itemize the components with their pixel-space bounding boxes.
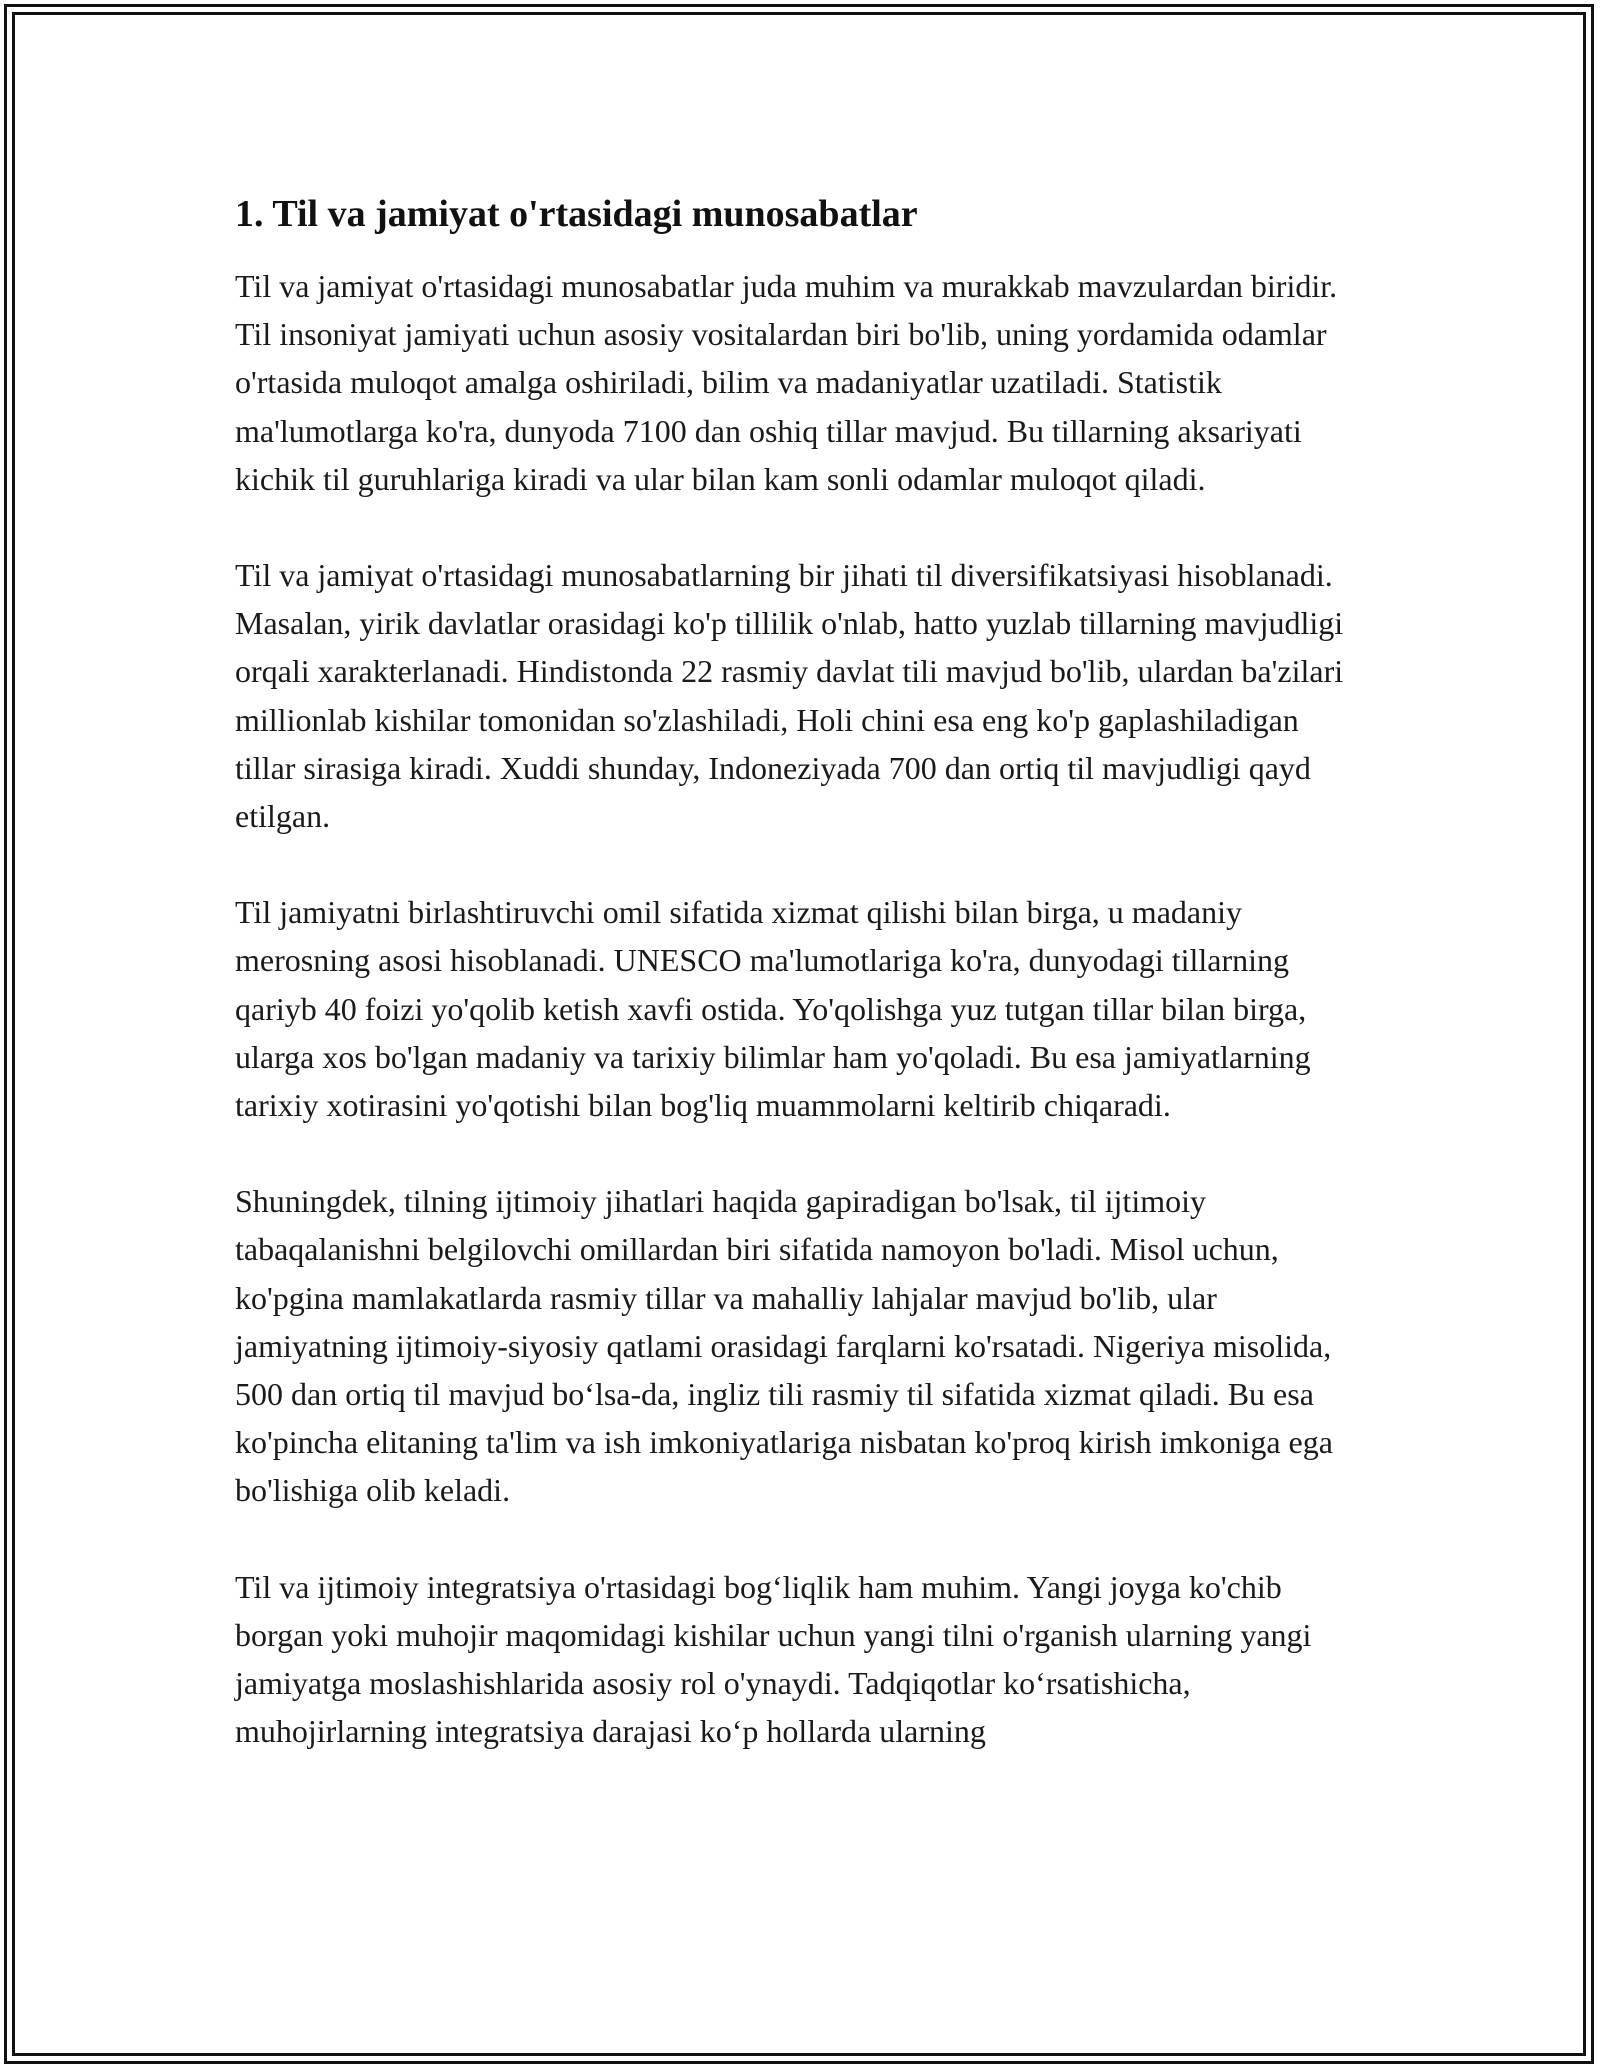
paragraph-4: Shuningdek, tilning ijtimoiy jihatlari haqida gapiradigan bo'lsak, til ijtimoiy tabaqalanishni belgilovchi omillardan biri sifatida namoyon bo'ladi. Misol uchun, ko'pgina mamlakatlarda rasmiy tillar va mahalliy lahjalar mavjud bo'lib, ular jamiyatning ijtimoiy-siyosiy qatlami orasidagi farqlarni ko'rsatadi. Nigeriya misolida, 500 dan ortiq til mavjud bo‘lsa-da, ingliz tili rasmiy til sifatida xizmat qiladi. Bu esa ko'pincha elitaning ta'lim va ish imkoniyatlariga nisbatan ko'proq kirish imkoniga ega bo'lishiga olib keladi. xyxy=(235,1183,1333,1509)
section-title: 1. Til va jamiyat o'rtasidagi munosabatlar xyxy=(235,193,918,235)
paragraph-5: Til va ijtimoiy integratsiya o'rtasidagi bog‘liqlik ham muhim. Yangi joyga ko'chib borgan yoki muhojir maqomidagi kishilar uchun yangi tilni o'rganish ularning yangi jamiyatga moslashishlarida asosiy rol o'ynaydi. Tadqiqotlar ko‘rsatishicha, muhojirlarning integratsiya darajasi ko‘p hollarda ularning xyxy=(235,1568,1312,1750)
paragraph-3: Til jamiyatni birlashtiruvchi omil sifatida xizmat qilishi bilan birga, u madaniy merosning asosi hisoblanadi. UNESCO ma'lumotlariga ko'ra, dunyodagi tillarning qariyb 40 foizi yo'qolib ketish xavfi ostida. Yo'qolishga yuz tutgan tillar bilan birga, ularga xos bo'lgan madaniy va tarixiy bilimlar ham yo'qoladi. Bu esa jamiyatlarning tarixiy xotirasini yo'qotishi bilan bog'liq muammolarni keltirib chiqaradi. xyxy=(235,894,1311,1124)
paragraph-2: Til va jamiyat o'rtasidagi munosabatlarning bir jihati til diversifikatsiyasi hisoblanadi. Masalan, yirik davlatlar orasidagi ko'p tillilik o'nlab, hatto yuzlab tillarning mavjudligi orqali xarakterlanadi. Hindistonda 22 rasmiy davlat tili mavjud bo'lib, ulardan ba'zilari millionlab kishilar tomonidan so'zlashiladi, Holi chini esa eng ko'p gaplashiladigan tillar sirasiga kiradi. Xuddi shunday, Indoneziyada 700 dan ortiq til mavjudligi qayd etilgan. xyxy=(235,557,1344,835)
document-body xyxy=(235,190,1365,1803)
paragraph-1: Til va jamiyat o'rtasidagi munosabatlar juda muhim va murakkab mavzulardan biridir. Til insoniyat jamiyati uchun asosiy vositalardan biri bo'lib, uning yordamida odamlar o'rtasida muloqot amalga oshiriladi, bilim va madaniyatlar uzatiladi. Statistik ma'lumotlarga ko'ra, dunyoda 7100 dan oshiq tillar mavjud. Bu tillarning aksariyati kichik til guruhlariga kiradi va ular bilan kam sonli odamlar muloqot qiladi. xyxy=(235,268,1338,497)
